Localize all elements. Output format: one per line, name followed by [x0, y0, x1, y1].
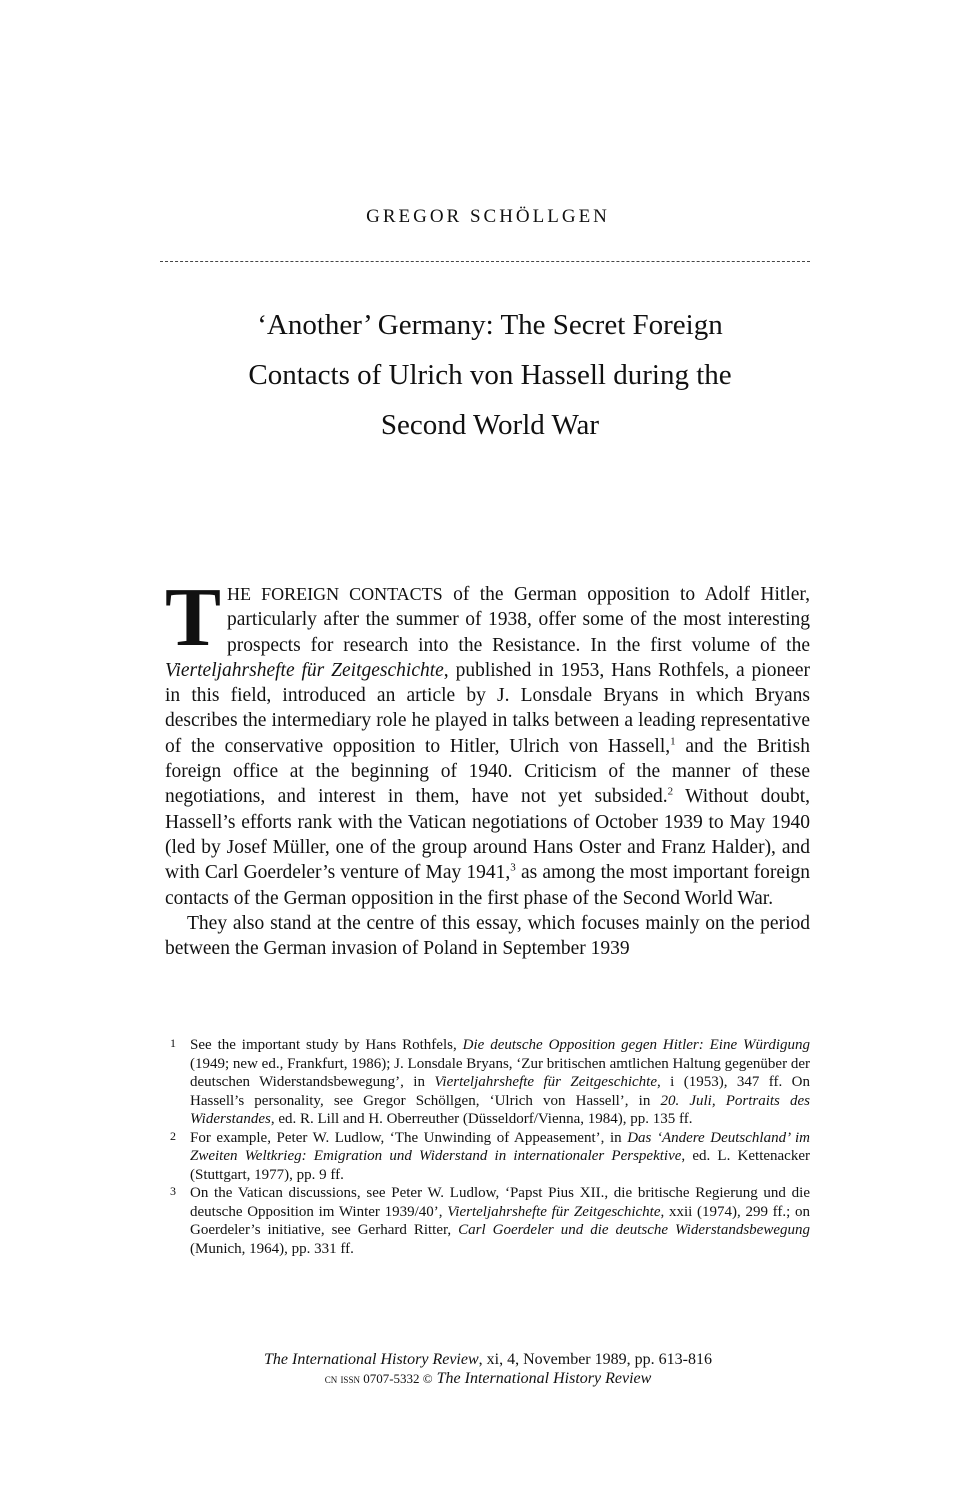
article-title: [160, 300, 820, 450]
text-span: Without doubt, Hassell’s efforts rank with the Vatican negotiations of October 1939 to May 1940 (led by Josef Müller, one of the group around Hans Oster and Franz Halder), and with Carl Goerdeler’s venture of May 1941,: [165, 786, 810, 884]
text-span: On the Vatican discussions, see Peter W. Ludlow, ‘Papst Pius XII., die britische Regierung und die deutsche Opposition im Winter 1939/40’,: [190, 1185, 810, 1220]
journal-title: Vierteljahrshefte für Zeitgeschichte: [434, 1074, 658, 1090]
footnote-number: 3: [170, 1184, 176, 1198]
page-footer: [0, 1350, 976, 1388]
book-title: Carl Goerdeler und die deutsche Widerstandsbewegung: [458, 1222, 810, 1238]
text-span: of the German opposition to Adolf Hitler, particularly after the summer of 1938, offer some of the most interesting prospects for research into the Resistance. In the first volume of the: [227, 584, 810, 656]
issn-line: [0, 1369, 976, 1388]
footnote-number: 1: [170, 1036, 176, 1050]
journal-title: Vierteljahrshefte für Zeitgeschichte: [165, 659, 444, 681]
author-name: GREGOR SCHÖLLGEN: [366, 206, 610, 227]
footnote-3: [170, 1184, 810, 1258]
title-line: Second World War: [380, 409, 600, 441]
book-title: Die deutsche Opposition gegen Hitler: Eine Würdigung: [462, 1037, 810, 1053]
citation-text: , xi, 4, November 1989, pp. 613-816: [478, 1351, 712, 1368]
paragraph-2: They also stand at the centre of this essay, which focuses mainly on the period between the German invasion of Poland in September 1939: [165, 912, 810, 960]
journal-name: The International History Review: [436, 1370, 652, 1387]
text-span: , published in 1953, Hans Rothfels, a pioneer in this field, introduced an article by J. Lonsdale Bryans in which Bryans describes the intermediary role he played in talks between a leading representative of the conservative opposition to Hitler, Ulrich von Hassell,: [165, 659, 810, 757]
text-span: (1949; new ed., Frankfurt, 1986); J. Lonsdale Bryans, ‘Zur britischen amtlichen Haltung gegenüber der deutschen Widerstandsbewegung’, in: [190, 1055, 810, 1090]
text-span: See the important study by Hans Rothfels,: [190, 1037, 463, 1053]
title-line: Contacts of Ulrich von Hassell during the: [248, 359, 732, 391]
lead-in: HE FOREIGN CONTACTS: [227, 584, 443, 604]
text-span: , ed. L. Kettenacker (Stuttgart, 1977), pp. 9 ff.: [190, 1148, 810, 1183]
text-span: , i (1953), 347 ff. On Hassell’s personality, see Gregor Schöllgen, ‘Ulrich von Hassell’, in: [190, 1074, 810, 1109]
book-title: 20. Juli, Portraits des Widerstandes: [190, 1092, 810, 1127]
footnote-ref-2[interactable]: 2: [667, 785, 674, 798]
title-line: ‘Another’ Germany: The Secret Foreign: [257, 309, 723, 341]
footnotes: [170, 1036, 810, 1258]
text-span: as among the most important foreign contacts of the German opposition in the first phase of the Second World War.: [165, 862, 810, 909]
paragraph-1: [165, 571, 810, 911]
book-title: Das ‘Andere Deutschland’ im Zweiten Weltkrieg: Emigration und Widerstand in internationaler Perspektive: [190, 1129, 811, 1164]
footnote-number: 2: [170, 1128, 176, 1143]
journal-name: The International History Review: [264, 1351, 479, 1368]
text-span: , xxii (1974), 299 ff.; on Goerdeler’s initiative, see Gerhard Ritter,: [190, 1203, 811, 1238]
citation-line: [0, 1350, 976, 1369]
footnote-2: [170, 1129, 810, 1185]
drop-cap: T: [165, 571, 222, 664]
text-span: and the British foreign office at the beginning of 1940. Criticism of the manner of these negotiations, and interest in them, have not yet subsided.: [165, 735, 810, 808]
issn-text: cn issn 0707-5332 ©: [324, 1371, 433, 1386]
footnote-1: [170, 1036, 810, 1129]
journal-title: Vierteljahrshefte für Zeitgeschichte: [447, 1203, 661, 1220]
text-span: For example, Peter W. Ludlow, ‘The Unwinding of Appeasement’, in: [190, 1129, 628, 1146]
text-span: , ed. R. Lill and H. Oberreuther (Düsseldorf/Vienna, 1984), pp. 135 ff.: [270, 1111, 693, 1127]
text-span: (Munich, 1964), pp. 331 ff.: [190, 1240, 354, 1257]
footnote-ref-1[interactable]: 1: [670, 735, 676, 748]
footnote-ref-3[interactable]: 3: [510, 861, 516, 874]
header-rule: [160, 261, 810, 262]
body-text: [165, 571, 810, 961]
